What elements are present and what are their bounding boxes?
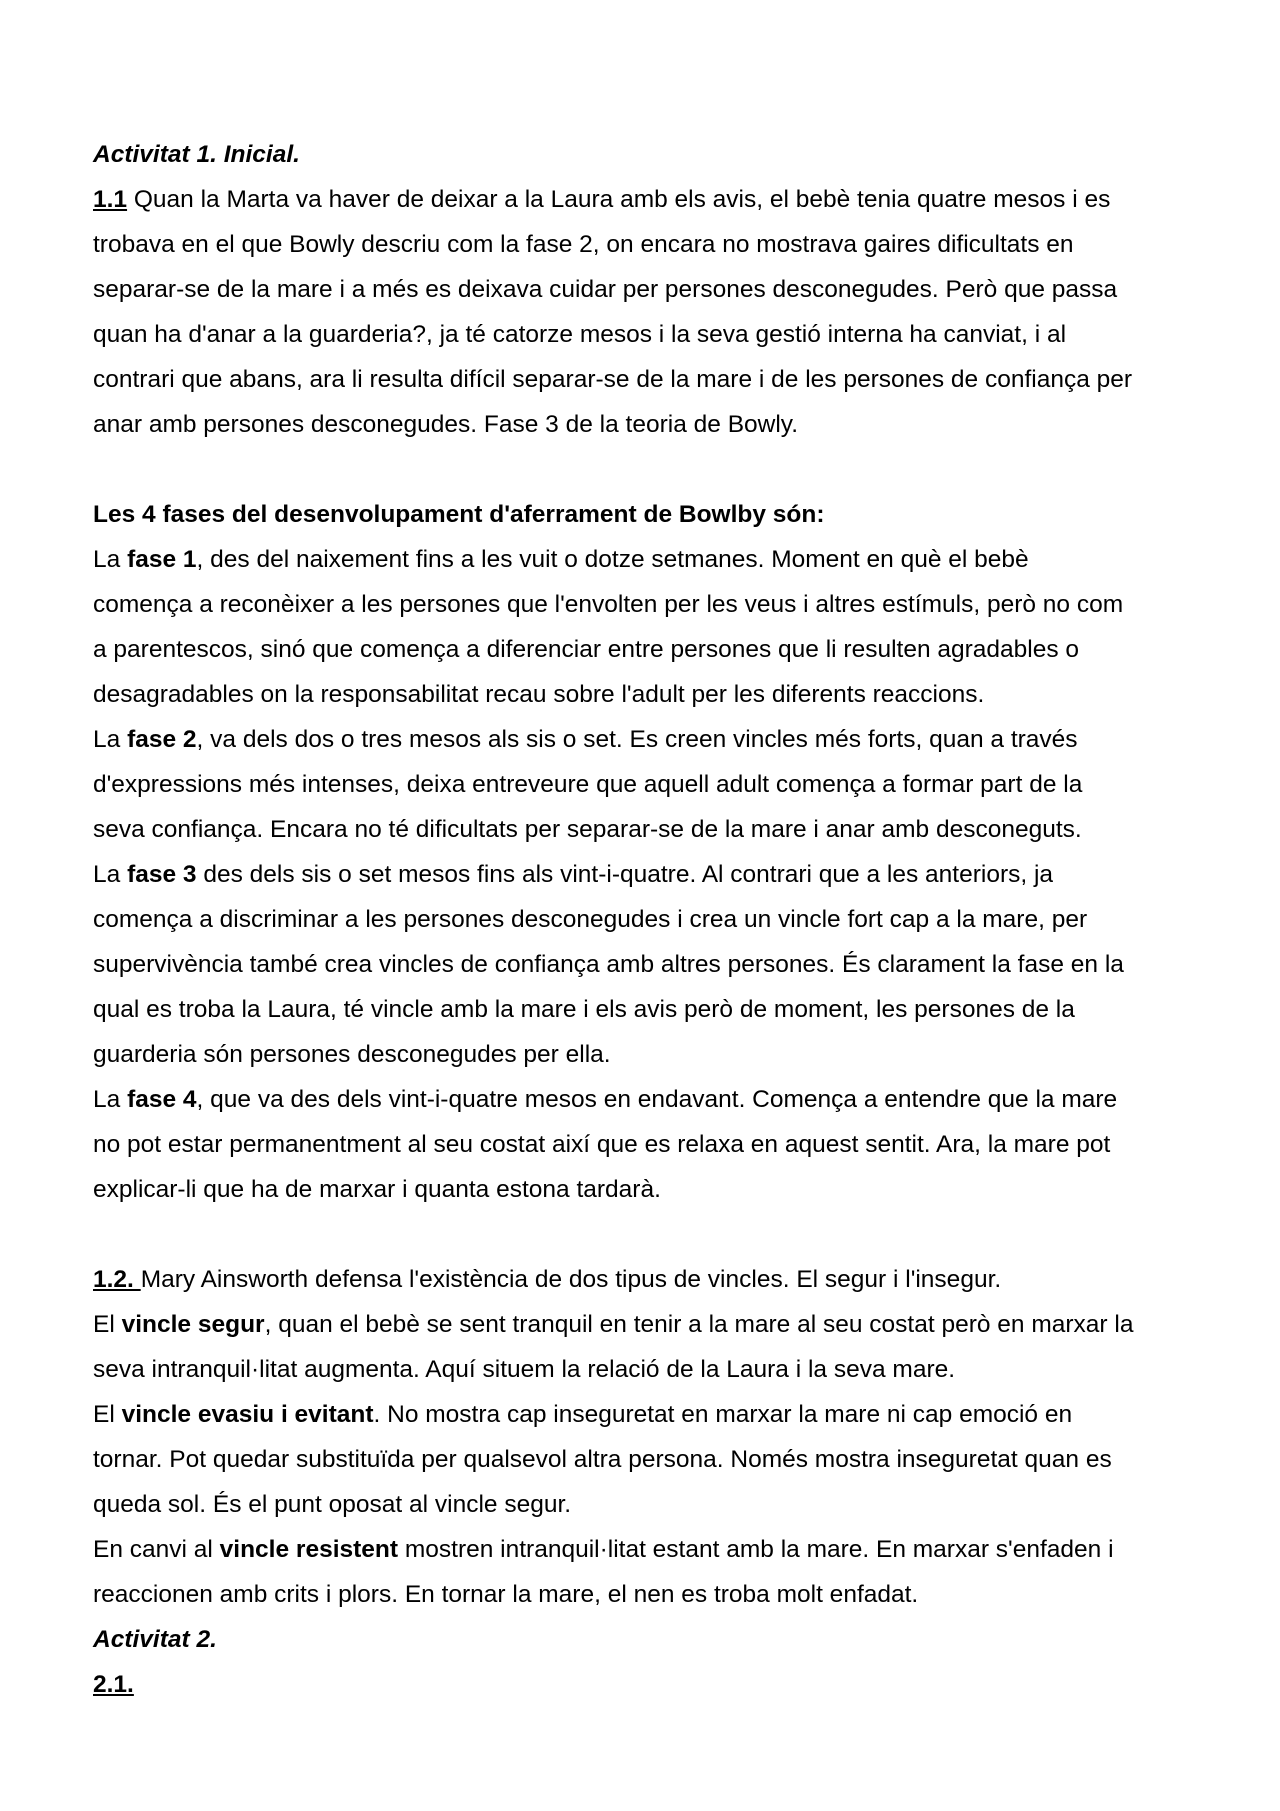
phase-1-term: fase 1 [127, 546, 197, 573]
avoidant-term: vincle evasiu i evitant [121, 1401, 374, 1428]
phase-3-line-2: comença a discriminar a les persones desconegudes i crea un vincle fort cap a la mare, per [93, 906, 1088, 933]
phase-1-line-1: La fase 1, des del naixement fins a les vuit o dotze setmanes. Moment en què el bebè [93, 546, 1029, 573]
resistant-line-1: En canvi al vincle resistent mostren intranquil·litat estant amb la mare. En marxar s'enfaden i [93, 1536, 1114, 1563]
avoidant-line-1: El vincle evasiu i evitant. No mostra cap inseguretat en marxar la mare ni cap emoció en [93, 1401, 1073, 1428]
secure-term: vincle segur [121, 1311, 265, 1338]
spacer [93, 447, 1200, 492]
activity-1-heading: Activitat 1. Inicial. [93, 141, 300, 168]
phase-2-term: fase 2 [127, 726, 197, 753]
phase-4-line-3: explicar-li que ha de marxar i quanta estona tardarà. [93, 1176, 661, 1203]
q1-1-line-1: 1.1 Quan la Marta va haver de deixar a la Laura amb els avis, el bebè tenia quatre mesos i es [93, 186, 1111, 213]
activity-2-heading: Activitat 2. [93, 1626, 217, 1653]
phase-2-line-2: d'expressions més intenses, deixa entreveure que aquell adult comença a formar part de la [93, 771, 1083, 798]
avoidant-line-2: tornar. Pot quedar substituïda per qualsevol altra persona. Només mostra inseguretat quan es [93, 1446, 1112, 1473]
secure-line-2: seva intranquil·litat augmenta. Aquí situem la relació de la Laura i la seva mare. [93, 1356, 956, 1383]
phase-1-line-3: a parentescos, sinó que comença a diferenciar entre persones que li resulten agradables o [93, 636, 1080, 663]
q1-1-line-3: separar-se de la mare i a més es deixava cuidar per persones desconegudes. Però que passa [93, 276, 1118, 303]
phase-3-term: fase 3 [127, 861, 197, 888]
q1-1-label: 1.1 [93, 186, 128, 213]
avoidant-line-3: queda sol. És el punt oposat al vincle segur. [93, 1491, 572, 1518]
q1-2-label: 1.2. [93, 1266, 141, 1293]
resistant-line-2: reaccionen amb crits i plors. En tornar la mare, el nen es troba molt enfadat. [93, 1581, 919, 1608]
phase-3-line-3: supervivència també crea vincles de confiança amb altres persones. És clarament la fase en la [93, 951, 1124, 978]
q1-1-line-6: anar amb persones desconegudes. Fase 3 de la teoria de Bowly. [93, 411, 799, 438]
phase-2-line-3: seva confiança. Encara no té dificultats per separar-se de la mare i anar amb desconeguts. [93, 816, 1082, 843]
phase-3-line-4: qual es troba la Laura, té vincle amb la mare i els avis però de moment, les persones de la [93, 996, 1075, 1023]
phase-3-line-1: La fase 3 des dels sis o set mesos fins als vint-i-quatre. Al contrari que a les anteriors, ja [93, 861, 1054, 888]
phase-3-line-5: guarderia són persones desconegudes per ella. [93, 1041, 611, 1068]
q1-1-line-4: quan ha d'anar a la guarderia?, ja té catorze mesos i la seva gestió interna ha canviat, i al [93, 321, 1067, 348]
phase-4-line-2: no pot estar permanentment al seu costat així que es relaxa en aquest sentit. Ara, la mare pot [93, 1131, 1111, 1158]
phase-1-line-4: desagradables on la responsabilitat recau sobre l'adult per les diferents reaccions. [93, 681, 985, 708]
q2-1-label: 2.1. [93, 1671, 134, 1698]
q1-2-line-1: 1.2. Mary Ainsworth defensa l'existència de dos tipus de vincles. El segur i l'insegur. [93, 1266, 1002, 1293]
resistant-term: vincle resistent [219, 1536, 399, 1563]
phase-2-line-1: La fase 2, va dels dos o tres mesos als sis o set. Es creen vincles més forts, quan a través [93, 726, 1078, 753]
spacer [93, 1212, 1200, 1257]
phase-4-line-1: La fase 4, que va des dels vint-i-quatre mesos en endavant. Comença a entendre que la mare [93, 1086, 1118, 1113]
secure-line-1: El vincle segur, quan el bebè se sent tranquil en tenir a la mare al seu costat però en marxar la [93, 1311, 1134, 1338]
phase-4-term: fase 4 [127, 1086, 197, 1113]
q1-1-line-2: trobava en el que Bowly descriu com la fase 2, on encara no mostrava gaires dificultats en [93, 231, 1074, 258]
phases-heading: Les 4 fases del desenvolupament d'aferrament de Bowlby són: [93, 501, 825, 528]
phase-1-line-2: comença a reconèixer a les persones que l'envolten per les veus i altres estímuls, però no com [93, 591, 1124, 618]
q1-1-line-5: contrari que abans, ara li resulta difícil separar-se de la mare i de les persones de confiança per [93, 366, 1133, 393]
